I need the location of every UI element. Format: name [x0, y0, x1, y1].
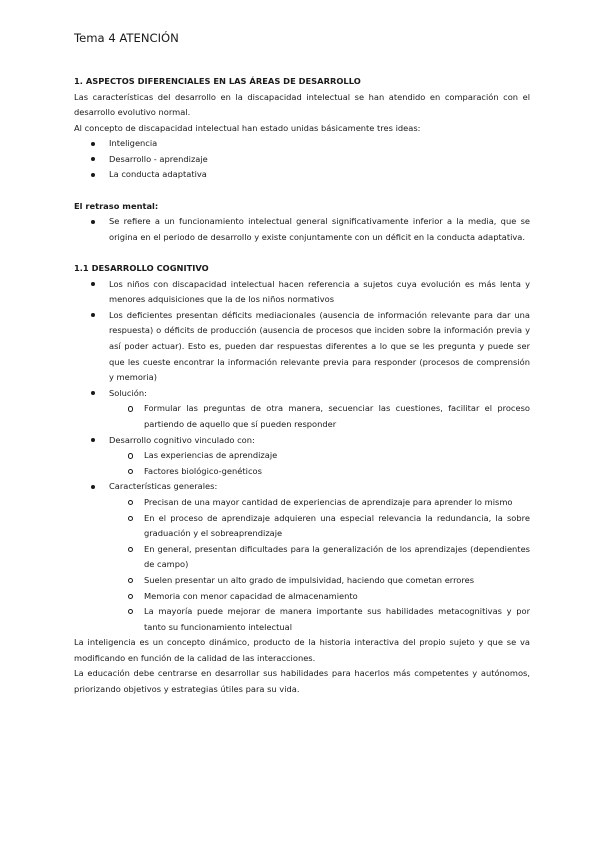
sub-list-item: Memoria con menor capacidad de almacenamiento [109, 589, 530, 605]
list-item: Desarrollo - aprendizaje [74, 152, 530, 168]
sub-list-item: Factores biológico-genéticos [109, 464, 530, 480]
sub-list [109, 448, 530, 479]
list-item-label: Características generales: [109, 481, 218, 492]
list-item [74, 479, 530, 635]
sub-list-item: Formular las preguntas de otra manera, secuenciar las cuestiones, facilitar el proceso partiendo de aquello que sí pueden responder [109, 401, 530, 432]
sub-list-item: Precisan de una mayor cantidad de experiencias de aprendizaje para aprender lo mismo [109, 495, 530, 511]
retraso-list [74, 214, 530, 245]
ideas-list [74, 136, 530, 183]
sub-list-item: Las experiencias de aprendizaje [109, 448, 530, 464]
sub-list-item: La mayoría puede mejorar de manera importante sus habilidades metacognitivas y por tanto su funcionamiento intelectual [109, 604, 530, 635]
list-item: Inteligencia [74, 136, 530, 152]
inteligencia-paragraph: La inteligencia es un concepto dinámico, producto de la historia interactiva del propio sujeto y que se va modificando en función de la calidad de las interacciones. [74, 637, 530, 663]
retraso-heading: El retraso mental: [74, 200, 159, 211]
spacer [74, 245, 530, 261]
section-1-heading: 1. ASPECTOS DIFERENCIALES EN LAS ÁREAS DE DESARROLLO [74, 75, 361, 86]
list-item: Los niños con discapacidad intelectual hacen referencia a sujetos cuya evolución es más lenta y menores adquisiciones que la de los niños normativos [74, 277, 530, 308]
cognitive-list [74, 277, 530, 636]
section-1-paragraph-1: Las características del desarrollo en la discapacidad intelectual se han atendido en comparación con el desarrollo evolutivo normal. [74, 91, 530, 118]
list-item: Los deficientes presentan déficits mediacionales (ausencia de información relevante para dar una respuesta) o déficits de producción (ausencia de procesos que inciden sobre la información previa y así poder actuar). Esto es, pueden dar respuestas diferentes a lo que se les pregunta y puede ser que les cueste encontrar la información relevante previa para responder (procesos de comprensión y memoria) [74, 308, 530, 386]
list-item [74, 386, 530, 433]
sub-list [109, 401, 530, 432]
sub-list-item: Suelen presentar un alto grado de impulsividad, haciendo que cometan errores [109, 573, 530, 589]
document-page [74, 32, 530, 698]
list-item: La conducta adaptativa [74, 167, 530, 183]
list-item [74, 433, 530, 480]
section-1-1-heading: 1.1 DESARROLLO COGNITIVO [74, 263, 209, 274]
sub-list-item: En el proceso de aprendizaje adquieren una especial relevancia la redundancia, la sobre graduación y el sobreaprendizaje [109, 511, 530, 542]
sub-list-item: En general, presentan dificultades para la generalización de los aprendizajes (dependientes de campo) [109, 542, 530, 573]
list-item: Se refiere a un funcionamiento intelectual general significativamente inferior a la media, que se origina en el periodo de desarrollo y existe conjuntamente con un déficit en la conducta adaptativa. [74, 214, 530, 245]
educacion-paragraph: La educación debe centrarse en desarrollar sus habilidades para hacerlos más competentes y autónomos, priorizando objetivos y estrategias útiles para su vida. [74, 668, 530, 695]
list-item-label: Desarrollo cognitivo vinculado con: [109, 434, 255, 445]
list-item-label: Solución: [109, 387, 147, 398]
section-1-paragraph-2: Al concepto de discapacidad intelectual han estado unidas básicamente tres ideas: [74, 122, 421, 133]
sub-list [109, 495, 530, 635]
spacer [74, 183, 530, 199]
page-title: Tema 4 ATENCIÓN [74, 31, 179, 45]
